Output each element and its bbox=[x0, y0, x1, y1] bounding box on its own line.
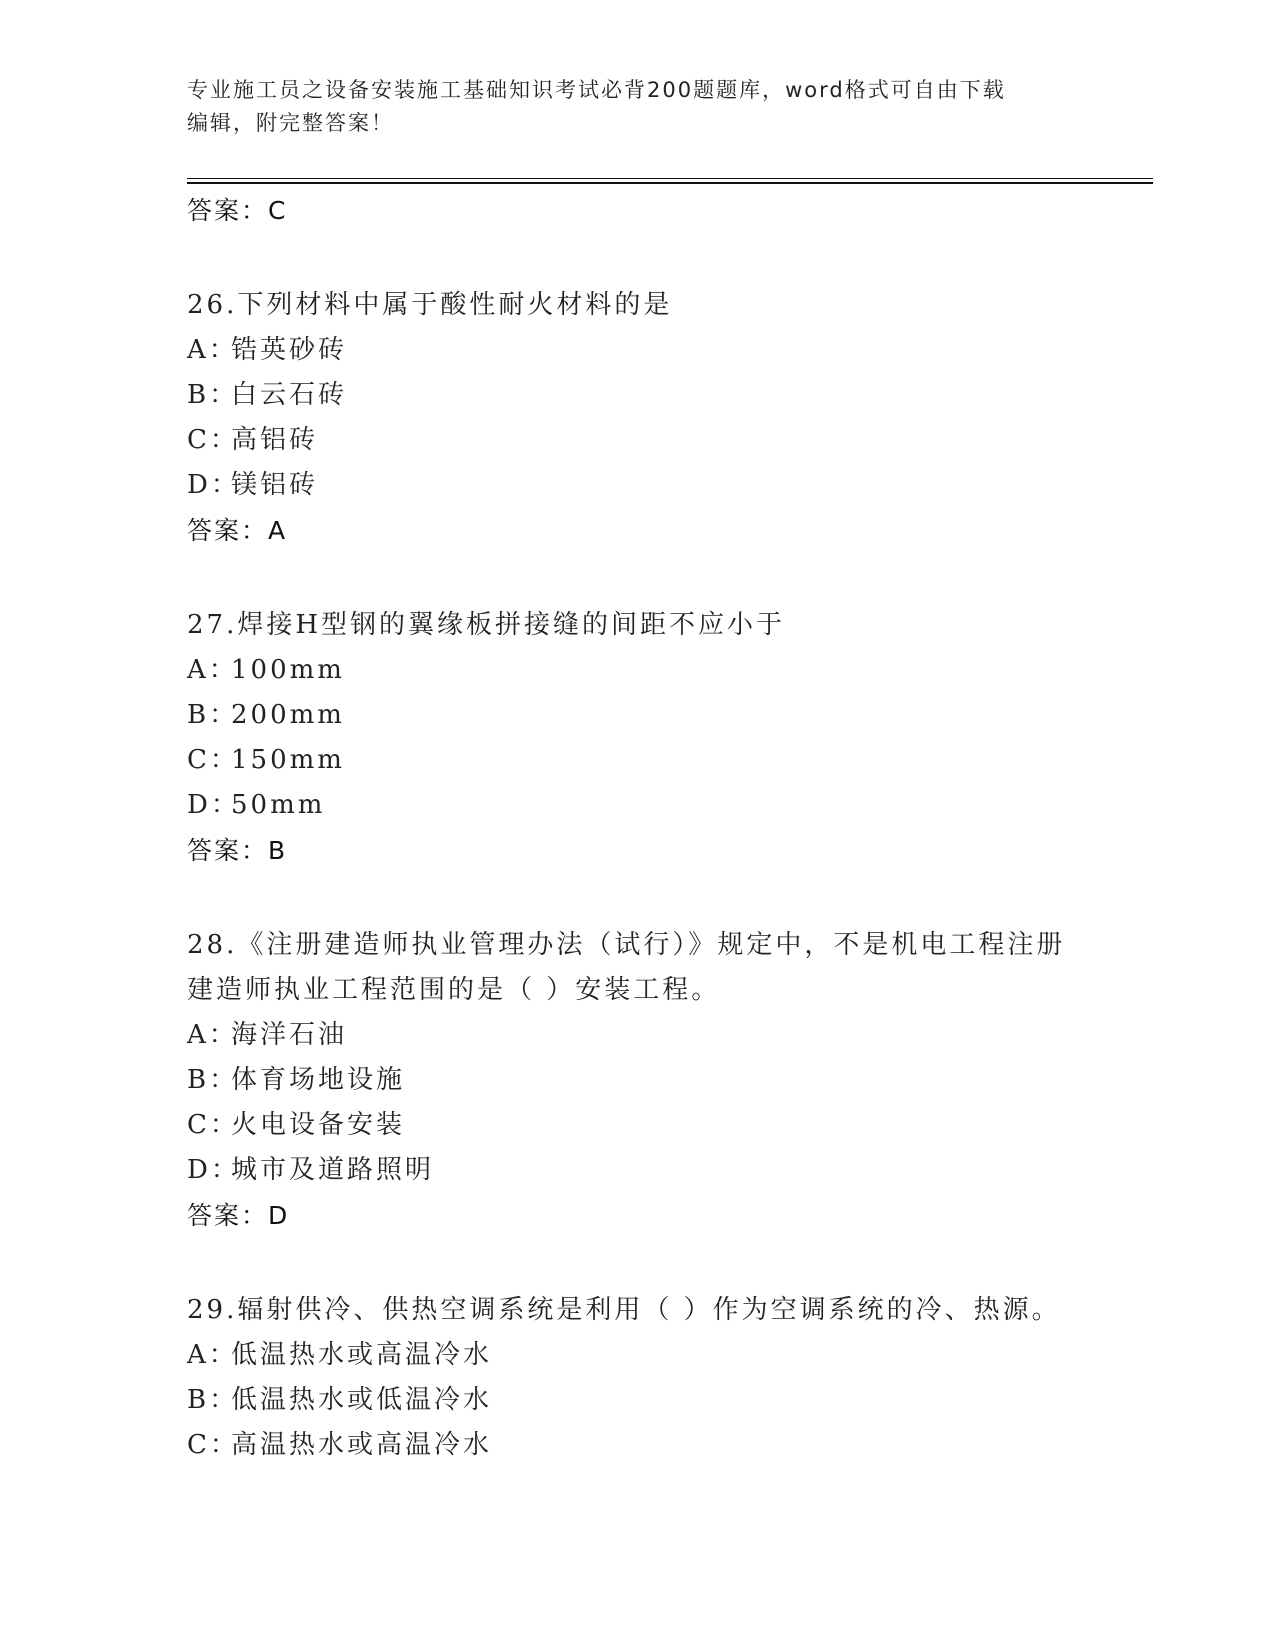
option-c bbox=[187, 1423, 1147, 1468]
option-text: 低温热水或低温冷水 bbox=[231, 1385, 493, 1415]
option-b bbox=[187, 1058, 1147, 1103]
option-key: D： bbox=[187, 790, 240, 820]
option-key: C： bbox=[187, 425, 239, 455]
question-stem-continued: 建造师执业工程范围的是（ ）安装工程。 bbox=[187, 975, 721, 1005]
option-text: 高铝砖 bbox=[231, 425, 319, 455]
option-text: 锆英砂砖 bbox=[231, 335, 348, 365]
option-a bbox=[187, 648, 1147, 693]
question-26 bbox=[187, 283, 1147, 553]
option-key: A： bbox=[187, 655, 238, 685]
option-a bbox=[187, 1013, 1147, 1058]
option-b bbox=[187, 373, 1147, 418]
option-key: D： bbox=[187, 470, 240, 500]
option-text: 100mm bbox=[231, 655, 345, 685]
option-text: 150mm bbox=[231, 745, 345, 775]
option-key: A： bbox=[187, 1340, 238, 1370]
option-text: 高温热水或高温冷水 bbox=[231, 1430, 493, 1460]
document-body bbox=[187, 188, 1147, 1468]
option-key: B： bbox=[187, 1385, 239, 1415]
option-key: A： bbox=[187, 335, 238, 365]
option-key: B： bbox=[187, 380, 239, 410]
option-b bbox=[187, 693, 1147, 738]
question-stem: 26.下列材料中属于酸性耐火材料的是 bbox=[187, 290, 673, 320]
question-stem: 29.辐射供冷、供热空调系统是利用（ ）作为空调系统的冷、热源。 bbox=[187, 1295, 1061, 1325]
option-text: 白云石砖 bbox=[231, 380, 348, 410]
option-text: 海洋石油 bbox=[231, 1020, 348, 1050]
option-b bbox=[187, 1378, 1147, 1423]
option-text: 低温热水或高温冷水 bbox=[231, 1340, 493, 1370]
option-key: C： bbox=[187, 745, 239, 775]
answer-27: 答案：B bbox=[187, 835, 288, 865]
option-key: C： bbox=[187, 1430, 239, 1460]
option-text: 200mm bbox=[231, 700, 345, 730]
option-d bbox=[187, 1148, 1147, 1193]
option-d bbox=[187, 463, 1147, 508]
option-text: 体育场地设施 bbox=[231, 1065, 406, 1095]
option-text: 火电设备安装 bbox=[231, 1110, 406, 1140]
option-text: 镁铝砖 bbox=[231, 470, 319, 500]
header-divider-thick bbox=[187, 182, 1153, 184]
question-28 bbox=[187, 923, 1147, 1238]
option-c bbox=[187, 1103, 1147, 1148]
option-key: A： bbox=[187, 1020, 238, 1050]
option-key: B： bbox=[187, 700, 239, 730]
question-stem: 27.焊接H型钢的翼缘板拼接缝的间距不应小于 bbox=[187, 610, 786, 640]
option-a bbox=[187, 1333, 1147, 1378]
answer-28: 答案：D bbox=[187, 1200, 290, 1230]
document-header bbox=[187, 74, 1087, 140]
question-stem: 28.《注册建造师执业管理办法（试行）》规定中，不是机电工程注册 bbox=[187, 930, 1066, 960]
question-27 bbox=[187, 603, 1147, 873]
header-title-line1: 专业施工员之设备安装施工基础知识考试必背200题题库，word格式可自由下载 bbox=[187, 78, 1006, 102]
answer-25: 答案：C bbox=[187, 195, 288, 225]
header-title-line2: 编辑，附完整答案！ bbox=[187, 111, 394, 135]
header-divider-thin bbox=[187, 178, 1153, 179]
option-c bbox=[187, 418, 1147, 463]
option-a bbox=[187, 328, 1147, 373]
option-c bbox=[187, 738, 1147, 783]
option-text: 50mm bbox=[231, 790, 326, 820]
option-d bbox=[187, 783, 1147, 828]
option-text: 城市及道路照明 bbox=[231, 1155, 435, 1185]
question-29 bbox=[187, 1288, 1147, 1468]
option-key: B： bbox=[187, 1065, 239, 1095]
answer-26: 答案：A bbox=[187, 515, 288, 545]
option-key: C： bbox=[187, 1110, 239, 1140]
option-key: D： bbox=[187, 1155, 240, 1185]
